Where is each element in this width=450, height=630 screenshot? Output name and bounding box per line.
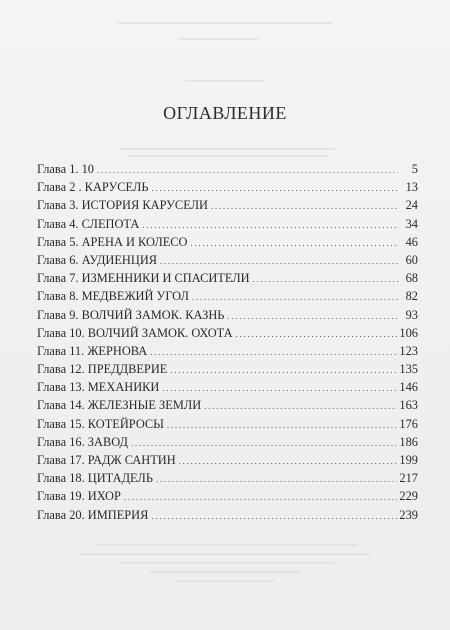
toc-entry (37, 233, 418, 251)
page-number: 186 (399, 434, 418, 449)
page-number: 13 (405, 180, 418, 195)
chapter-title: Глава 11. ЖЕРНОВА (37, 343, 148, 358)
table-of-contents (37, 160, 418, 524)
toc-entry (37, 287, 418, 305)
dot-leader (142, 215, 398, 235)
chapter-title: Глава 20. ИМПЕРИЯ (37, 507, 149, 522)
bleed-through-mark (150, 571, 300, 573)
page-number: 68 (405, 271, 418, 286)
toc-entry (37, 324, 418, 342)
page-number: 163 (399, 398, 418, 413)
page-number: 123 (399, 343, 418, 358)
chapter-title: Глава 7. ИЗМЕННИКИ И СПАСИТЕЛИ (37, 271, 250, 286)
dot-leader (150, 342, 397, 362)
chapter-title: Глава 3. ИСТОРИЯ КАРУСЕЛИ (37, 198, 208, 213)
page-number: 176 (399, 416, 418, 431)
dot-leader (211, 196, 398, 216)
bleed-through-mark (120, 148, 335, 150)
dot-leader (170, 360, 397, 380)
chapter-title: Глава 6. АУДИЕНЦИЯ (37, 252, 158, 267)
page-number: 46 (405, 234, 418, 249)
chapter-title: Глава 5. АРЕНА И КОЛЕСО (37, 234, 188, 249)
page-number: 135 (399, 362, 418, 377)
toc-entry (37, 396, 418, 414)
bleed-through-mark (120, 562, 335, 564)
toc-entry (37, 269, 418, 287)
chapter-title: Глава 19. ИХОР (37, 489, 121, 504)
bleed-through-mark (80, 553, 370, 555)
dot-leader (160, 251, 398, 271)
bleed-through-mark (118, 22, 333, 24)
chapter-title: Глава 17. РАДЖ САНТИН (37, 453, 176, 467)
bleed-through-mark (128, 155, 328, 157)
toc-entry (37, 251, 418, 269)
dot-leader (167, 415, 397, 435)
page-number: 5 (411, 162, 418, 176)
chapter-title: Глава 15. КОТЕЙРОСЫ (37, 416, 164, 431)
page-number: 24 (405, 198, 418, 213)
page-number: 199 (399, 453, 418, 467)
chapter-title: Глава 8. МЕДВЕЖИЙ УГОЛ (37, 289, 189, 304)
bleed-through-mark (175, 580, 275, 582)
toc-entry (37, 433, 418, 451)
page-number: 60 (405, 252, 418, 267)
chapter-title: Глава 14. ЖЕЛЕЗНЫЕ ЗЕМЛИ (37, 398, 202, 413)
dot-leader (191, 233, 398, 253)
dot-leader (179, 451, 398, 471)
dot-leader (236, 324, 398, 344)
bleed-through-mark (178, 38, 258, 40)
dot-leader (227, 306, 398, 326)
dot-leader (151, 506, 397, 526)
chapter-title: Глава 10. ВОЛЧИЙ ЗАМОК. ОХОТА (37, 325, 233, 340)
page-number: 229 (399, 489, 418, 504)
bleed-through-mark (96, 544, 358, 546)
chapter-title: Глава 18. ЦИТАДЕЛЬ (37, 471, 153, 486)
toc-entry (37, 451, 418, 469)
toc-entry (37, 196, 418, 214)
page-number: 239 (399, 507, 418, 522)
toc-entry (37, 360, 418, 378)
toc-entry (37, 506, 418, 524)
dot-leader (131, 433, 397, 453)
page-number: 34 (405, 216, 418, 231)
chapter-title: Глава 2 . КАРУСЕЛЬ (37, 180, 149, 195)
toc-entry (37, 415, 418, 433)
toc-entry (37, 215, 418, 233)
dot-leader (97, 160, 398, 180)
toc-entry (37, 378, 418, 396)
bleed-through-mark (185, 80, 265, 82)
page-title: ОГЛАВЛЕНИЕ (163, 103, 287, 123)
dot-leader (204, 396, 397, 416)
page-number: 217 (399, 471, 418, 486)
toc-entry (37, 160, 418, 178)
chapter-title: Глава 1. 10 (37, 162, 94, 176)
chapter-title: Глава 4. СЛЕПОТА (37, 216, 140, 231)
dot-leader (124, 487, 398, 507)
dot-leader (162, 378, 397, 398)
page-number: 106 (399, 325, 418, 340)
chapter-title: Глава 13. МЕХАНИКИ (37, 380, 160, 395)
dot-leader (192, 287, 398, 307)
page-number: 93 (405, 307, 418, 322)
toc-entry (37, 469, 418, 487)
page-number: 146 (399, 380, 418, 395)
chapter-title: Глава 16. ЗАВОД (37, 434, 128, 449)
dot-leader (253, 269, 398, 289)
dot-leader (151, 178, 398, 198)
page-number: 82 (405, 289, 418, 304)
toc-entry (37, 178, 418, 196)
chapter-title: Глава 9. ВОЛЧИЙ ЗАМОК. КАЗНЬ (37, 307, 225, 322)
toc-entry (37, 487, 418, 505)
toc-entry (37, 306, 418, 324)
toc-entry (37, 342, 418, 360)
dot-leader (156, 469, 397, 489)
chapter-title: Глава 12. ПРЕДДВЕРИЕ (37, 362, 168, 377)
